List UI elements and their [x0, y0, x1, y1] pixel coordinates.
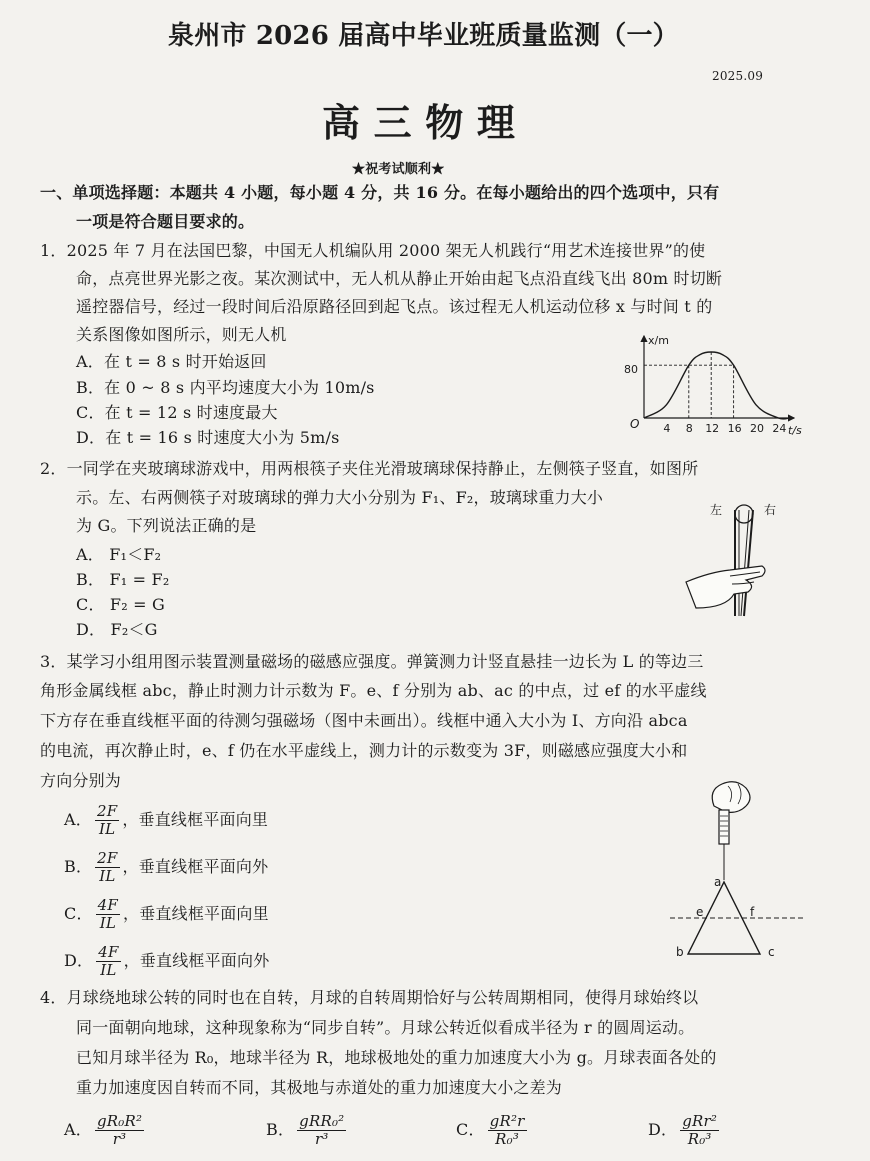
- vertex-a-label: a: [714, 875, 722, 889]
- y-tick-label: 80: [624, 363, 638, 376]
- fraction-denominator: r³: [112, 1130, 127, 1148]
- q4-stem-line: 4．月球绕地球公转的同时也在自转，月球的自转周期恰好与公转周期相同，使得月球始终以: [40, 988, 699, 1007]
- q1-option-c[interactable]: C．在 t = 12 s 时速度最大: [76, 403, 278, 422]
- q2-option-b[interactable]: B． F₁ = F₂: [76, 570, 170, 589]
- q4-stem-line: 重力加速度因自转而不同，其极地与赤道处的重力加速度大小之差为: [76, 1078, 563, 1097]
- q1-stem-line: 遥控器信号，经过一段时间后沿原路径回到起飞点。该过程无人机运动位移 x 与时间 t 的: [76, 297, 713, 316]
- fraction-numerator: 4F: [97, 896, 119, 914]
- q3-stem-line: 下方存在垂直线框平面的待测匀强磁场（图中未画出）。线框中通入大小为 I、方向沿 abca: [40, 711, 688, 730]
- fraction-numerator: gR₀R²: [96, 1112, 143, 1130]
- q1-option-b[interactable]: B．在 0 ~ 8 s 内平均速度大小为 10m/s: [76, 378, 375, 397]
- x-axis-label: t/s: [788, 424, 802, 437]
- x-tick-label: 24: [772, 422, 787, 435]
- spring-scale: [719, 810, 729, 844]
- q2-option-c[interactable]: C． F₂ = G: [76, 595, 166, 614]
- option-label: A．: [64, 810, 92, 829]
- option-text: ，垂直线框平面向外: [122, 857, 269, 876]
- q3-option-a[interactable]: [64, 802, 268, 838]
- option-label: C．: [64, 904, 93, 923]
- q1-stem-line: 关系图像如图所示，则无人机: [76, 325, 287, 344]
- left-label: 左: [710, 503, 723, 517]
- x-tick-label: 12: [705, 422, 720, 435]
- origin-label: O: [630, 417, 640, 431]
- spring-scale-figure: [668, 776, 818, 966]
- q2-stem-line: 2．一同学在夹玻璃球游戏中，用两根筷子夹住光滑玻璃球保持静止，左侧筷子竖直，如图所: [40, 459, 699, 478]
- subject-title: 高 三 物 理: [322, 100, 516, 145]
- fraction-denominator: R₀³: [687, 1130, 712, 1148]
- vertex-c-label: c: [768, 945, 775, 959]
- hand: [686, 566, 765, 608]
- fraction-numerator: 4F: [98, 943, 119, 961]
- section-heading-line2: 一项是符合题目要求的。: [76, 212, 255, 231]
- q4-stem-line: 同一面朝向地球，这种现象称为“同步自转”。月球公转近似看成半径为 r 的圆周运动。: [76, 1018, 695, 1037]
- vertex-b-label: b: [676, 945, 684, 959]
- q1-option-a[interactable]: A．在 t = 8 s 时开始返回: [76, 352, 267, 371]
- q3-stem-line: 方向分别为: [40, 771, 122, 790]
- q3-option-d[interactable]: [64, 943, 269, 979]
- option-label: B．: [266, 1120, 295, 1139]
- glass-ball: [735, 505, 753, 523]
- right-label: 右: [764, 503, 777, 517]
- fraction-denominator: IL: [99, 820, 116, 838]
- x-tick-label: 16: [727, 422, 742, 435]
- fraction-numerator: gR²r: [489, 1112, 525, 1130]
- exam-date: 2025.09: [712, 69, 764, 83]
- fraction-denominator: R₀³: [495, 1130, 520, 1148]
- q2-option-a[interactable]: A． F₁＜F₂: [76, 545, 162, 564]
- point-f-label: f: [750, 905, 755, 919]
- q4-option-b[interactable]: [266, 1112, 349, 1148]
- y-axis-label: x/m: [648, 334, 669, 347]
- x-tick-label: 4: [663, 422, 671, 435]
- q4-option-d[interactable]: [648, 1112, 722, 1148]
- exam-title: 泉州市 2026 届高中毕业班质量监测（一）: [168, 21, 679, 51]
- option-text: ，垂直线框平面向里: [122, 810, 269, 829]
- q2-option-d[interactable]: D． F₂＜G: [76, 620, 158, 639]
- option-label: D．: [64, 951, 94, 970]
- q2-stem-line: 为 G。下列说法正确的是: [76, 516, 257, 535]
- fraction-numerator: 2F: [96, 802, 118, 820]
- point-e-label: e: [696, 905, 704, 919]
- q1-stem-line: 命，点亮世界光影之夜。某次测试中，无人机从静止开始由起飞点沿直线飞出 80m 时切断: [76, 269, 723, 288]
- fraction-denominator: IL: [99, 914, 116, 932]
- option-label: A．: [64, 1120, 92, 1139]
- q1-xt-chart: [620, 330, 810, 440]
- q2-stem-line: 示。左、右两侧筷子对玻璃球的弹力大小分别为 F₁、F₂，玻璃球重力大小: [76, 488, 604, 507]
- x-tick-label: 20: [750, 422, 764, 435]
- series-line: [644, 352, 790, 419]
- q3-option-b[interactable]: [64, 849, 268, 885]
- fraction-numerator: gRR₀²: [299, 1112, 345, 1130]
- x-tick-label: 8: [685, 422, 693, 435]
- option-text: ，垂直线框平面向里: [123, 904, 269, 923]
- q3-option-c[interactable]: [64, 896, 269, 932]
- q4-option-c[interactable]: [456, 1112, 530, 1148]
- q1-stem-line: 1．2025 年 7 月在法国巴黎，中国无人机编队用 2000 架无人机践行“用艺术连接世界”的使: [40, 241, 706, 260]
- q1-option-d[interactable]: D．在 t = 16 s 时速度大小为 5m/s: [76, 428, 340, 447]
- fraction-denominator: IL: [99, 867, 116, 885]
- option-label: B．: [64, 857, 93, 876]
- option-label: C．: [456, 1120, 485, 1139]
- q3-stem-line: 3．某学习小组用图示装置测量磁场的磁感应强度。弹簧测力计竖直悬挂一边长为 L 的等边三: [40, 652, 704, 671]
- q4-option-a[interactable]: [64, 1112, 147, 1148]
- option-text: ，垂直线框平面向外: [123, 951, 270, 970]
- q3-stem-line: 角形金属线框 abc，静止时测力计示数为 F。e、f 分别为 ab、ac 的中点，过 ef 的水平虚线: [40, 681, 707, 700]
- q4-stem-line: 已知月球半径为 R₀，地球半径为 R，地球极地处的重力加速度大小为 g。月球表面各处的: [76, 1048, 717, 1067]
- option-label: D．: [648, 1120, 678, 1139]
- section-heading-line1: 一、单项选择题：本题共 4 小题，每小题 4 分，共 16 分。在每小题给出的四个选项中，只有: [40, 183, 720, 202]
- chopsticks-figure: [676, 496, 786, 646]
- fraction-denominator: r³: [314, 1130, 329, 1148]
- fraction-numerator: 2F: [97, 849, 118, 867]
- fraction-numerator: gRr²: [682, 1112, 718, 1130]
- q3-stem-line: 的电流，再次静止时，e、f 仍在水平虚线上，测力计的示数变为 3F，则磁感应强度大小和: [40, 741, 688, 760]
- exam-wish: ★祝考试顺利★: [352, 162, 445, 177]
- fraction-denominator: IL: [100, 961, 117, 979]
